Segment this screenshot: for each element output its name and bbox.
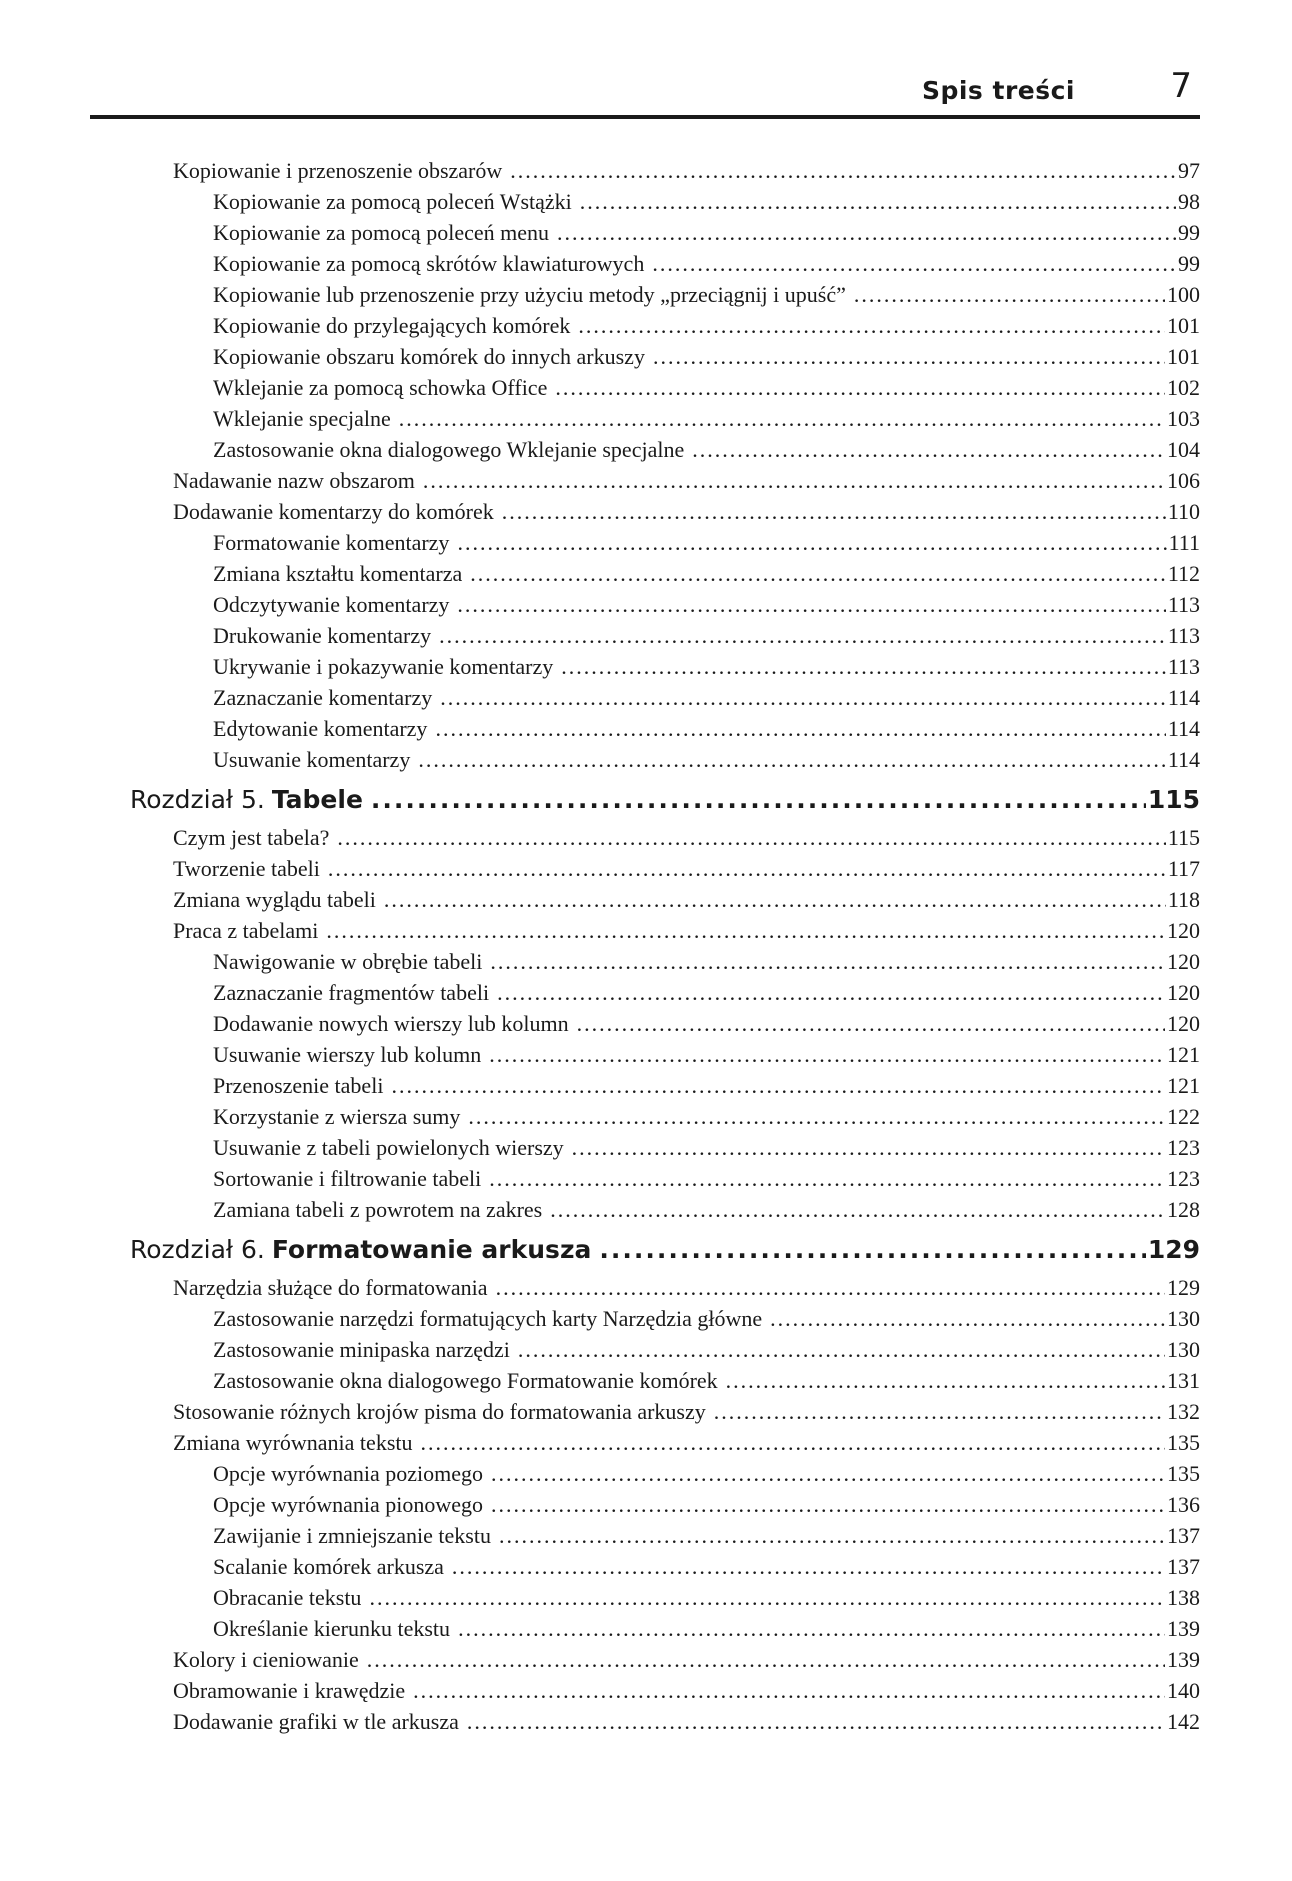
toc-page-number: 114 [1167,747,1200,772]
dot-leader [489,1039,1165,1070]
toc-entry-title: Kopiowanie i przenoszenie obszarów [173,158,503,183]
toc-entry[interactable] [130,1101,1200,1132]
toc-page-number: 120 [1167,980,1200,1005]
dot-leader [653,341,1165,372]
toc-page-number: 114 [1167,716,1200,741]
toc-page-number: 120 [1167,918,1200,943]
toc-entry-title: Określanie kierunku tekstu [213,1616,451,1641]
toc-page-number: 114 [1167,685,1200,710]
dot-leader [439,620,1166,651]
toc-entry-title: Usuwanie komentarzy [213,747,411,772]
running-title: Spis treści [921,76,1075,105]
toc-entry-title: Sortowanie i filtrowanie tabeli [213,1166,482,1191]
dot-leader [497,977,1165,1008]
toc-entry-title: Nadawanie nazw obszarom [173,468,415,493]
toc-page-number: 98 [1178,189,1200,214]
toc-entry-title: Odczytywanie komentarzy [213,592,450,617]
toc-entry[interactable] [130,1365,1200,1396]
dot-leader [557,217,1176,248]
dot-leader [496,1272,1165,1303]
toc-page-number: 100 [1167,282,1200,307]
toc-page-number: 136 [1167,1492,1200,1517]
dot-leader [550,1194,1165,1225]
toc-entry-title: Zaznaczanie komentarzy [213,685,433,710]
dot-leader [577,1008,1165,1039]
toc-entry[interactable] [130,1334,1200,1365]
dot-leader [652,248,1176,279]
dot-leader [599,1227,1145,1272]
toc-entry[interactable] [130,589,1200,620]
toc-page-number: 118 [1167,887,1200,912]
dot-leader [467,1706,1165,1737]
toc-entry[interactable] [130,155,1200,186]
toc-entry-title: Zawijanie i zmniejszanie tekstu [213,1523,491,1548]
toc-page-number: 128 [1167,1197,1200,1222]
toc-entry[interactable] [130,1303,1200,1334]
toc-entry[interactable] [130,713,1200,744]
toc-page-number: 99 [1178,220,1200,245]
toc-entry-title: Kopiowanie lub przenoszenie przy użyciu metody „przeciągnij i upuść” [213,282,846,307]
dot-leader [714,1396,1165,1427]
dot-leader [435,713,1165,744]
toc-entry-title: Wklejanie za pomocą schowka Office [213,375,548,400]
toc-page-number: 99 [1178,251,1200,276]
toc-entry[interactable] [130,341,1200,372]
toc-entry[interactable] [130,527,1200,558]
toc-entry-title: Dodawanie nowych wierszy lub kolumn [213,1011,569,1036]
toc-entry-title: Scalanie komórek arkusza [213,1554,444,1579]
dot-leader [491,1489,1165,1520]
toc-page-number: 140 [1167,1678,1200,1703]
toc-entry-title: Wklejanie specjalne [213,406,391,431]
dot-leader [555,372,1165,403]
toc-entry[interactable] [130,558,1200,589]
chapter-number: Rozdział 6. [130,1235,265,1264]
toc-entry[interactable] [130,1070,1200,1101]
toc-entry-title: Stosowanie różnych krojów pisma do formatowania arkuszy [173,1399,706,1424]
toc-entry-title: Kolory i cieniowanie [173,1647,359,1672]
toc-entry[interactable] [130,1582,1200,1613]
dot-leader [337,822,1165,853]
toc-page-number: 123 [1167,1135,1200,1160]
toc-page-number: 137 [1167,1554,1200,1579]
toc-page-number: 138 [1167,1585,1200,1610]
toc-entry[interactable] [130,248,1200,279]
toc-entry-title: Dodawanie komentarzy do komórek [173,499,494,524]
toc-page-number: 130 [1167,1337,1200,1362]
toc-entry[interactable] [130,186,1200,217]
toc-entry[interactable] [130,465,1200,496]
dot-leader [490,946,1165,977]
toc-entry[interactable] [130,1520,1200,1551]
toc-page-number: 120 [1167,949,1200,974]
toc-entry[interactable] [130,496,1200,527]
toc-chapter[interactable] [130,777,1200,822]
toc-page-number: 121 [1167,1042,1200,1067]
dot-leader [457,527,1166,558]
toc-page-number: 113 [1167,592,1200,617]
dot-leader [468,1101,1165,1132]
toc-entry[interactable] [130,1163,1200,1194]
toc-entry-title: Dodawanie grafiki w tle arkusza [173,1709,459,1734]
chapter-number: Rozdział 5. [130,785,265,814]
dot-leader [518,1334,1165,1365]
dot-leader [457,589,1165,620]
dot-leader [413,1675,1165,1706]
toc-page-number: 135 [1167,1461,1200,1486]
toc-entry-title: Korzystanie z wiersza sumy [213,1104,461,1129]
toc-page-number: 115 [1147,785,1200,814]
toc-entry-title: Edytowanie komentarzy [213,716,428,741]
toc-entry[interactable] [130,1644,1200,1675]
toc-entry-title: Usuwanie wierszy lub kolumn [213,1042,482,1067]
toc-entry-title: Obramowanie i krawędzie [173,1678,406,1703]
dot-leader [418,744,1165,775]
toc-entry-title: Zastosowanie okna dialogowego Formatowanie komórek [213,1368,718,1393]
toc-page-number: 129 [1167,1275,1200,1300]
page-number: 7 [1170,66,1192,106]
toc-entry-title: Kopiowanie do przylegających komórek [213,313,571,338]
dot-leader [367,1644,1165,1675]
table-of-contents [130,155,1200,1737]
toc-entry[interactable] [130,1039,1200,1070]
toc-entry[interactable] [130,279,1200,310]
dot-leader [328,853,1166,884]
dot-leader [854,279,1165,310]
toc-entry-title: Ukrywanie i pokazywanie komentarzy [213,654,554,679]
toc-entry[interactable] [130,403,1200,434]
toc-entry-title: Kopiowanie za pomocą poleceń Wstążki [213,189,572,214]
toc-page-number: 139 [1167,1616,1200,1641]
dot-leader [421,1427,1166,1458]
toc-page-number: 115 [1167,825,1200,850]
toc-page-number: 101 [1167,344,1200,369]
toc-page-number: 97 [1178,158,1200,183]
dot-leader [458,1613,1165,1644]
toc-entry-title: Zmiana kształtu komentarza [213,561,463,586]
dot-leader [391,1070,1165,1101]
toc-page-number: 110 [1167,499,1200,524]
toc-entry[interactable] [130,884,1200,915]
toc-page-number: 130 [1167,1306,1200,1331]
toc-entry[interactable] [130,217,1200,248]
toc-entry[interactable] [130,744,1200,775]
toc-entry-title: Zmiana wyglądu tabeli [173,887,376,912]
dot-leader [384,884,1166,915]
toc-page-number: 106 [1167,468,1200,493]
dot-leader [726,1365,1165,1396]
toc-entry[interactable] [130,1132,1200,1163]
dot-leader [561,651,1166,682]
toc-entry[interactable] [130,1194,1200,1225]
toc-entry-title: Obracanie tekstu [213,1585,362,1610]
chapter-name: Formatowanie arkusza [271,1235,592,1264]
toc-chapter-title [130,1227,591,1272]
toc-page-number: 129 [1147,1235,1200,1264]
toc-entry[interactable] [130,651,1200,682]
dot-leader [399,403,1165,434]
toc-page-number: 131 [1167,1368,1200,1393]
dot-leader [580,186,1176,217]
dot-leader [423,465,1165,496]
toc-entry[interactable] [130,1458,1200,1489]
toc-entry-title: Zamiana tabeli z powrotem na zakres [213,1197,543,1222]
toc-page-number: 112 [1167,561,1200,586]
toc-entry[interactable] [130,1396,1200,1427]
toc-page-number: 113 [1167,623,1200,648]
toc-entry-title: Zastosowanie minipaska narzędzi [213,1337,510,1362]
toc-page-number: 111 [1168,530,1200,555]
dot-leader [692,434,1165,465]
toc-entry-title: Tworzenie tabeli [173,856,320,881]
toc-entry-title: Drukowanie komentarzy [213,623,432,648]
toc-entry[interactable] [130,1551,1200,1582]
toc-entry-title: Czym jest tabela? [173,825,330,850]
toc-entry[interactable] [130,822,1200,853]
toc-page-number: 132 [1167,1399,1200,1424]
dot-leader [326,915,1165,946]
toc-entry[interactable] [130,372,1200,403]
toc-page-number: 121 [1167,1073,1200,1098]
toc-entry[interactable] [130,682,1200,713]
dot-leader [489,1163,1165,1194]
toc-entry[interactable] [130,1427,1200,1458]
dot-leader [369,1582,1165,1613]
toc-entry[interactable] [130,434,1200,465]
toc-entry-title: Zmiana wyrównania tekstu [173,1430,413,1455]
toc-entry-title: Praca z tabelami [173,918,319,943]
toc-entry[interactable] [130,1675,1200,1706]
dot-leader [572,1132,1165,1163]
toc-entry-title: Narzędzia służące do formatowania [173,1275,488,1300]
dot-leader [371,777,1146,822]
toc-entry-title: Przenoszenie tabeli [213,1073,384,1098]
toc-entry-title: Kopiowanie za pomocą poleceń menu [213,220,549,245]
dot-leader [510,155,1176,186]
toc-page-number: 117 [1167,856,1200,881]
toc-entry-title: Zaznaczanie fragmentów tabeli [213,980,490,1005]
chapter-name: Tabele [271,785,363,814]
toc-chapter-title [130,777,363,822]
toc-entry-title: Opcje wyrównania poziomego [213,1461,484,1486]
toc-entry-title: Zastosowanie okna dialogowego Wklejanie specjalne [213,437,685,462]
toc-entry[interactable] [130,946,1200,977]
dot-leader [470,558,1166,589]
dot-leader [578,310,1165,341]
toc-page-number: 123 [1167,1166,1200,1191]
toc-page-number: 122 [1167,1104,1200,1129]
toc-entry-title: Opcje wyrównania pionowego [213,1492,484,1517]
toc-page-number: 142 [1167,1709,1200,1734]
page-header [90,60,1200,119]
toc-page-number: 104 [1167,437,1200,462]
toc-page-number: 135 [1167,1430,1200,1455]
toc-entry[interactable] [130,1613,1200,1644]
toc-entry[interactable] [130,977,1200,1008]
toc-entry-title: Kopiowanie za pomocą skrótów klawiaturowych [213,251,645,276]
dot-leader [491,1458,1165,1489]
toc-entry[interactable] [130,1489,1200,1520]
toc-page-number: 103 [1167,406,1200,431]
toc-entry-title: Nawigowanie w obrębie tabeli [213,949,483,974]
dot-leader [499,1520,1165,1551]
toc-entry[interactable] [130,620,1200,651]
toc-entry-title: Formatowanie komentarzy [213,530,450,555]
toc-entry-title: Zastosowanie narzędzi formatujących karty Narzędzia główne [213,1306,763,1331]
toc-page-number: 102 [1167,375,1200,400]
toc-page-number: 137 [1167,1523,1200,1548]
toc-entry[interactable] [130,1008,1200,1039]
dot-leader [452,1551,1165,1582]
toc-entry[interactable] [130,310,1200,341]
toc-entry-title: Usuwanie z tabeli powielonych wierszy [213,1135,564,1160]
dot-leader [502,496,1166,527]
dot-leader [770,1303,1165,1334]
toc-entry[interactable] [130,853,1200,884]
toc-entry-title: Kopiowanie obszaru komórek do innych arkuszy [213,344,645,369]
toc-entry[interactable] [130,1272,1200,1303]
toc-entry[interactable] [130,915,1200,946]
dot-leader [440,682,1166,713]
toc-page-number: 101 [1167,313,1200,338]
toc-page-number: 120 [1167,1011,1200,1036]
toc-page-number: 113 [1167,654,1200,679]
toc-entry[interactable] [130,1706,1200,1737]
toc-chapter[interactable] [130,1227,1200,1272]
toc-page-number: 139 [1167,1647,1200,1672]
